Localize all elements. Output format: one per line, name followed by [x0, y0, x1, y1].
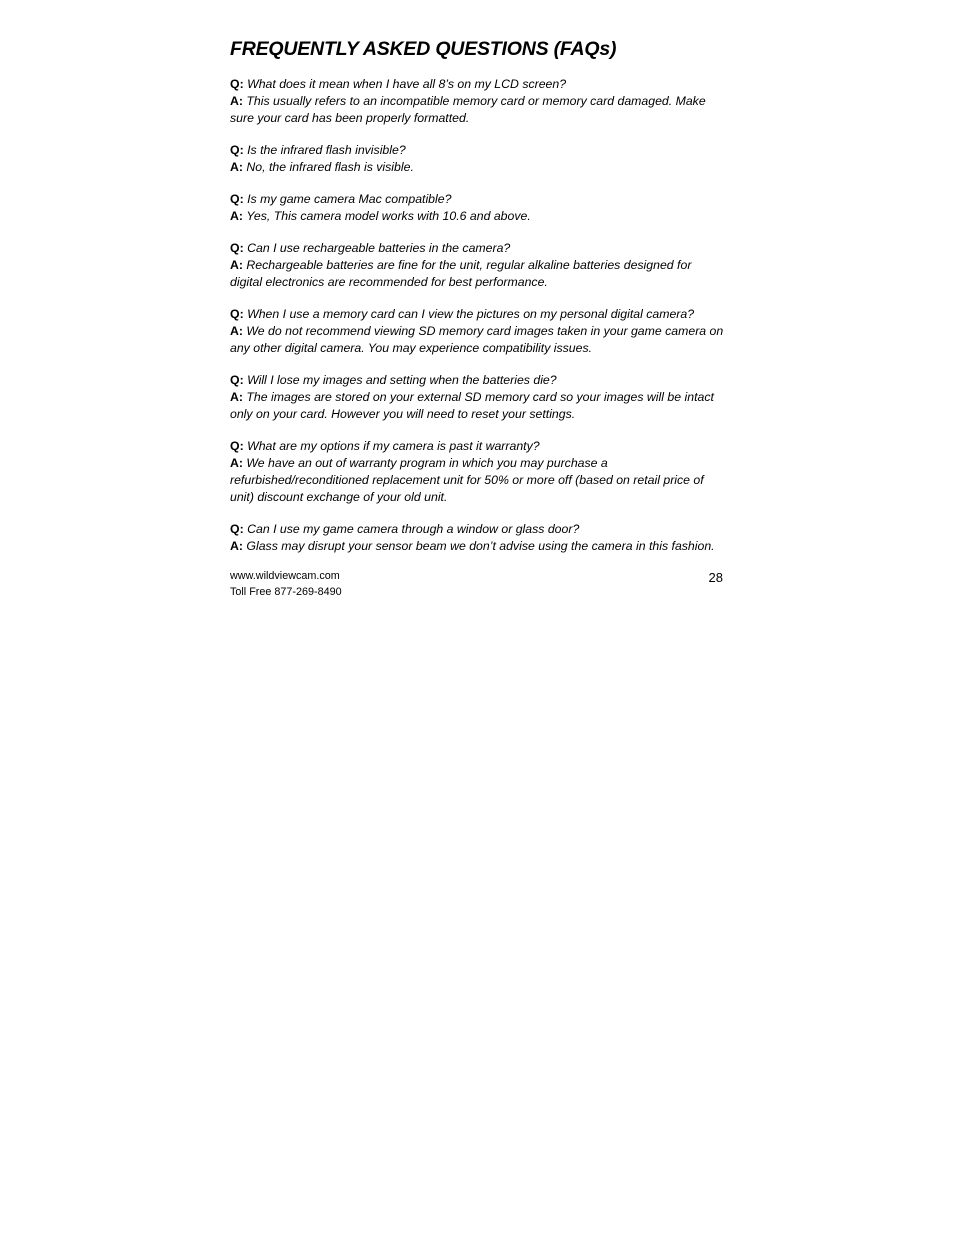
faq-page	[230, 36, 725, 604]
answer-marker: A:	[230, 456, 243, 470]
faq-answer	[230, 257, 725, 291]
faq-answer	[230, 538, 725, 555]
faq-question	[230, 240, 725, 257]
faq-answer	[230, 455, 725, 506]
question-text: What are my options if my camera is past it warranty?	[247, 439, 540, 453]
faq-item	[230, 521, 725, 555]
answer-text: Rechargeable batteries are fine for the unit, regular alkaline batteries designed for digital electronics are recommended for best performance.	[230, 258, 692, 289]
answer-marker: A:	[230, 324, 243, 338]
question-text: Can I use my game camera through a window or glass door?	[247, 522, 580, 536]
question-text: Will I lose my images and setting when the batteries die?	[247, 373, 557, 387]
faq-question	[230, 438, 725, 455]
answer-marker: A:	[230, 160, 243, 174]
faq-question	[230, 191, 725, 208]
answer-marker: A:	[230, 258, 243, 272]
faq-question	[230, 306, 725, 323]
faq-item	[230, 306, 725, 357]
answer-text: Glass may disrupt your sensor beam we don’t advise using the camera in this fashion.	[246, 539, 715, 553]
faq-answer	[230, 323, 725, 357]
answer-text: The images are stored on your external SD memory card so your images will be intact only on your card. However you will need to reset your settings.	[230, 390, 714, 421]
question-marker: Q:	[230, 522, 244, 536]
answer-marker: A:	[230, 94, 243, 108]
faq-question	[230, 521, 725, 538]
page-footer	[230, 568, 725, 604]
faq-answer	[230, 208, 725, 225]
faq-item	[230, 76, 725, 127]
faq-question	[230, 76, 725, 93]
faq-question	[230, 372, 725, 389]
answer-text: We have an out of warranty program in which you may purchase a refurbished/reconditioned replacement unit for 50% or more off (based on retail price of unit) discount exchange of your old unit.	[230, 456, 704, 504]
faq-answer	[230, 93, 725, 127]
faq-item	[230, 240, 725, 291]
footer-phone: Toll Free 877-269-8490	[230, 586, 342, 598]
page-title: FREQUENTLY ASKED QUESTIONS (FAQs)	[230, 38, 617, 60]
question-text: When I use a memory card can I view the pictures on my personal digital camera?	[247, 307, 695, 321]
answer-text: No, the infrared flash is visible.	[246, 160, 414, 174]
faq-item	[230, 191, 725, 225]
question-marker: Q:	[230, 143, 244, 157]
question-marker: Q:	[230, 77, 244, 91]
faq-answer	[230, 389, 725, 423]
question-text: Is the infrared flash invisible?	[247, 143, 406, 157]
faq-question	[230, 142, 725, 159]
question-marker: Q:	[230, 192, 244, 206]
question-text: Can I use rechargeable batteries in the camera?	[247, 241, 511, 255]
answer-text: We do not recommend viewing SD memory card images taken in your game camera on any other digital camera. You may experience compatibility issues.	[230, 324, 724, 355]
answer-marker: A:	[230, 209, 243, 223]
faq-item	[230, 142, 725, 176]
question-marker: Q:	[230, 241, 244, 255]
footer-contact	[230, 568, 342, 600]
page-number: 28	[708, 570, 723, 585]
question-marker: Q:	[230, 373, 244, 387]
question-text: Is my game camera Mac compatible?	[247, 192, 452, 206]
question-marker: Q:	[230, 307, 244, 321]
answer-marker: A:	[230, 390, 243, 404]
question-text: What does it mean when I have all 8’s on my LCD screen?	[247, 77, 567, 91]
answer-marker: A:	[230, 539, 243, 553]
faq-item	[230, 372, 725, 423]
answer-text: Yes, This camera model works with 10.6 and above.	[246, 209, 531, 223]
footer-website: www.wildviewcam.com	[230, 570, 340, 582]
question-marker: Q:	[230, 439, 244, 453]
faq-answer	[230, 159, 725, 176]
answer-text: This usually refers to an incompatible memory card or memory card damaged. Make sure your card has been properly formatted.	[230, 94, 706, 125]
faq-item	[230, 438, 725, 506]
